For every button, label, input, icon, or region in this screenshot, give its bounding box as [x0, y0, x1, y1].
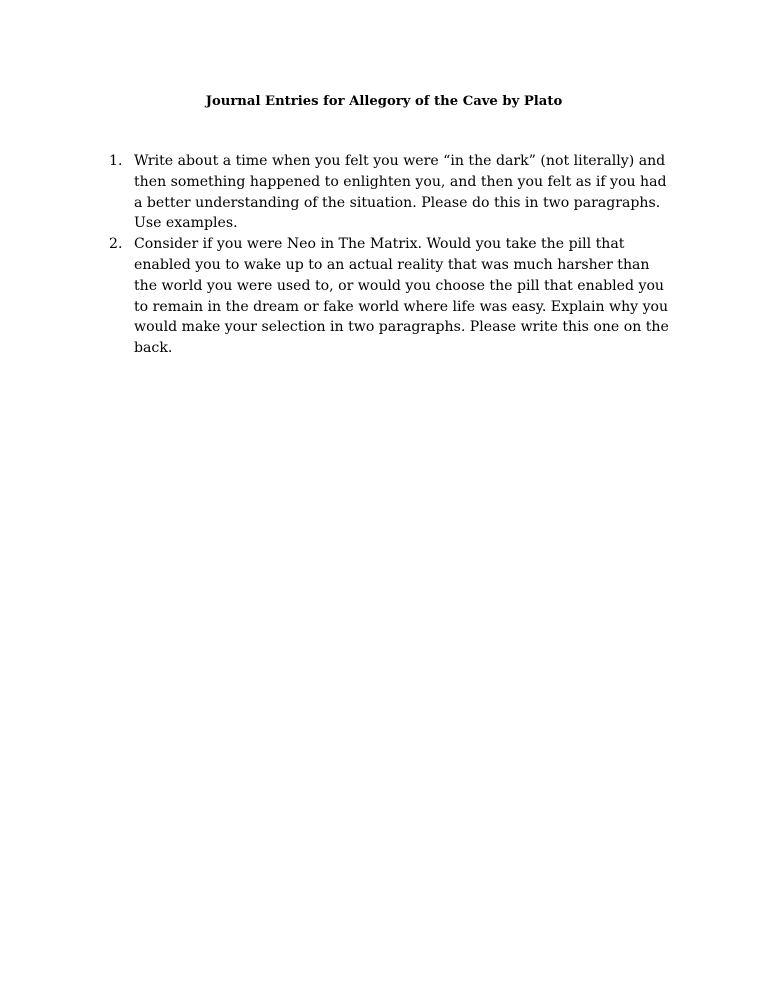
journal-entry-1	[109, 151, 669, 234]
entry-text: Write about a time when you felt you were “in the dark” (not literally) and then something happened to enlighten you, and then you felt as if you had a better understanding of the situation. Please do this in two paragraphs. Use examples.	[134, 153, 667, 232]
journal-entry-2	[109, 234, 669, 359]
entry-text: Consider if you were Neo in The Matrix. Would you take the pill that enabled you to wake up to an actual reality that was much harsher than the world you were used to, or would you choose the pill that enabled you to remain in the dream or fake world where life was easy. Explain why you would make your selection in two paragraphs. Please write this one on the back.	[134, 236, 669, 357]
document-title: Journal Entries for Allegory of the Cave by Plato	[205, 94, 563, 109]
entry-number: 1.	[109, 153, 123, 169]
entry-number: 2.	[109, 236, 123, 253]
journal-entries-list	[109, 151, 669, 359]
